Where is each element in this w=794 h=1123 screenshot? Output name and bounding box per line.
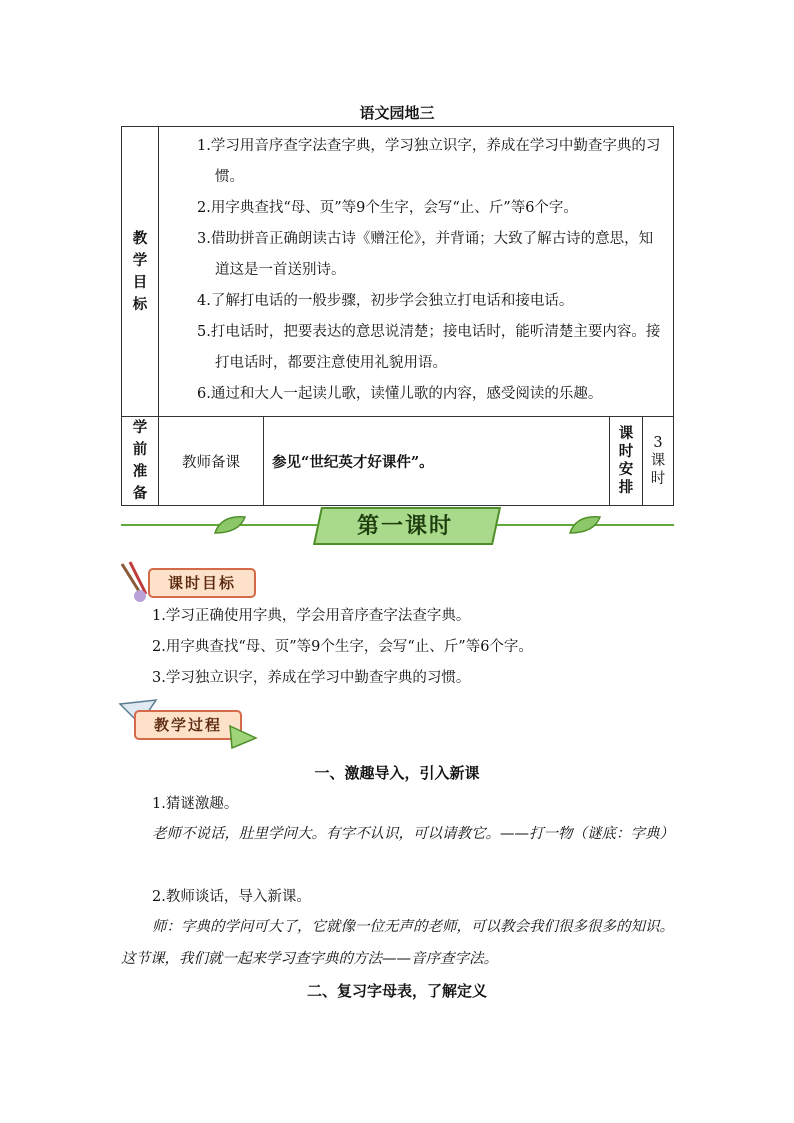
leaf-icon [211, 513, 251, 537]
prep-label-char: 准 [132, 463, 148, 480]
part-two-heading: 二、复习字母表，了解定义 [306, 982, 487, 1000]
lesson-goal-item: 2.用字典查找“母、页”等9个生字，会写“止、斤”等6个字。 [152, 639, 533, 655]
lesson-goal-item: 1.学习正确使用字典，学会用音序查字法查字典。 [152, 608, 471, 624]
goals-label-char: 教 [132, 229, 148, 247]
schedule-label-char: 时 [618, 443, 634, 460]
document-title: 语文园地三 [359, 104, 435, 122]
part-one-heading: 一、激趣导入，引入新课 [314, 764, 480, 782]
riddle-paragraph: 老师不说话，肚里学问大。有字不认识，可以请教它。——打一物（谜底：字典） [152, 826, 674, 842]
goal-item: 1.学习用音序查字法查字典，学习独立识字，养成在学习中勤查字典的习惯。 [197, 138, 661, 185]
paper-plane-icon [228, 722, 258, 752]
schedule-value [643, 417, 674, 506]
lesson-goals-tag: 课时目标 [148, 568, 256, 598]
goal-item: 4.了解打电话的一般步骤，初步学会独立打电话和接电话。 [197, 293, 574, 309]
goal-item: 3.借助拼音正确朗读古诗《赠汪伦》，并背诵；大致了解古诗的意思，知道这是一首送别诗。 [197, 231, 654, 278]
goals-label [122, 127, 159, 417]
schedule-value-char: 课 [650, 453, 666, 469]
schedule-label [610, 417, 643, 506]
prep-label-char: 备 [132, 485, 148, 502]
prep-row [122, 417, 674, 506]
teaching-process-tag: 教学过程 [134, 710, 242, 740]
banner-title: 第一课时 [356, 513, 453, 539]
lesson-plan-table [121, 126, 674, 506]
lesson-goal-item: 3.学习独立识字，养成在学习中勤查字典的习惯。 [152, 670, 471, 686]
teacher-prep-cell: 教师备课 [159, 417, 264, 506]
goal-item: 2.用字典查找“母、页”等9个生字，会写“止、斤”等6个字。 [197, 200, 578, 216]
goal-item: 5.打电话时，把要表达的意思说清楚；接电话时，能听清楚主要内容。接打电话时，都要注意使用礼貌用语。 [197, 324, 661, 371]
prep-label-char: 前 [132, 441, 148, 458]
goals-content [159, 127, 674, 417]
prep-label-char: 学 [132, 419, 148, 436]
step-text: 2.教师谈话，导入新课。 [152, 889, 311, 905]
teacher-talk-paragraph: 师：字典的学问可大了，它就像一位无声的老师，可以教会我们很多很多的知识。这节课，我们就一起来学习查字典的方法——音序查字法。 [121, 919, 674, 967]
schedule-label-char: 排 [618, 479, 634, 496]
goals-label-char: 目 [132, 273, 148, 291]
goals-row [122, 127, 674, 417]
schedule-label-char: 课 [618, 425, 634, 442]
goals-label-char: 标 [132, 295, 148, 313]
lesson-banner [121, 505, 674, 545]
schedule-label-char: 安 [618, 461, 634, 478]
goal-item: 6.通过和大人一起读儿歌，读懂儿歌的内容，感受阅读的乐趣。 [197, 386, 603, 402]
leaf-icon [566, 513, 606, 537]
schedule-value-char: 时 [650, 471, 666, 487]
step-text: 1.猜谜激趣。 [152, 796, 239, 812]
schedule-value-char: 3 [653, 435, 663, 451]
goals-label-char: 学 [132, 251, 148, 269]
prep-text-cell: 参见“世纪英才好课件”。 [264, 417, 610, 506]
prep-label [122, 417, 159, 506]
